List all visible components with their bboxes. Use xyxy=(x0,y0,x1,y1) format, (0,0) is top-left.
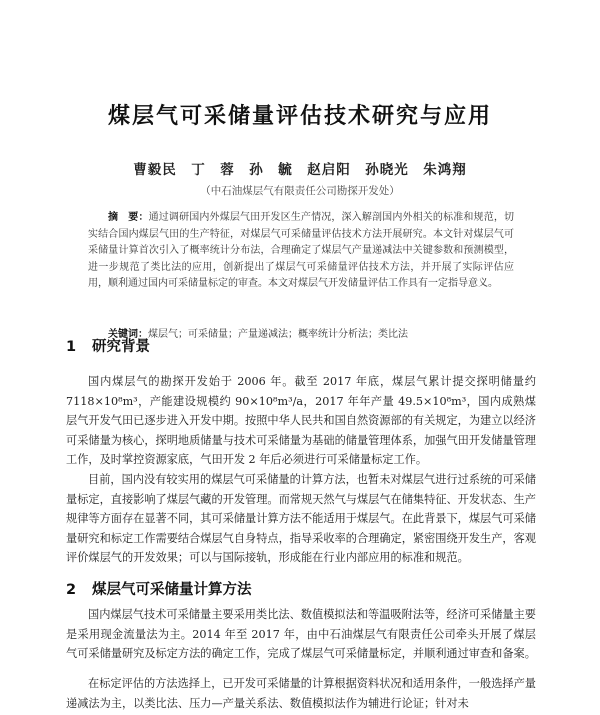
section-number: 2 xyxy=(66,582,77,598)
keywords-label: 关键词： xyxy=(108,329,148,340)
paper-title: 煤层气可采储量评估技术研究与应用 xyxy=(107,104,492,129)
section-paragraph: 国内煤层气技术可采储量主要采用类比法、数值模拟法和等温吸附法等，经济可采储量主要是采用现金流量法为主。2014 年至 2017 年，由中石油煤层气有限责任公司牵头开展了煤层气可采储量研究及标定方法的确定工作，完成了煤层气可采储量标定，并顺利通过审查和备案。 xyxy=(66,608,536,660)
section-paragraph: 在标定评估的方法选择上，已开发可采储量的计算根据资料状况和适用条件，一般选择产量递减法为主，以类比法、压力—产量关系法、数值模拟法作为辅进行论证；针对未 xyxy=(66,677,536,710)
paper-authors: 曹毅民 丁 蓉 孙 毓 赵启阳 孙晓光 朱鸿翔 xyxy=(133,162,467,178)
abstract-label: 摘 要： xyxy=(108,212,149,223)
section-heading xyxy=(66,335,150,356)
abstract-block xyxy=(88,210,514,293)
keywords-text: 煤层气；可采储量；产量递减法；概率统计分析法；类比法 xyxy=(148,329,408,340)
section-heading xyxy=(66,578,252,599)
section-title: 煤层气可采储量计算方法 xyxy=(92,582,252,598)
abstract-text: 通过调研国内外煤层气田开发区生产情况，深入解剖国内外相关的标准和规范，切实结合国内煤层气田的生产特征，对煤层气可采储量评估技术方法开展研究。本文针对煤层气可采储量计算首次引入了概率统计分布法，合理确定了煤层气产量递减法中关键参数和预测模型，进一步规范了类比法的应用，创新提出了煤层气可采储量评估技术方法，并开展了实际评估应用，顺利通过国内可采储量标定的审查。本文对煤层气开发储量评估工作具有一定指导意义。 xyxy=(88,212,515,290)
keywords-block xyxy=(108,327,514,343)
section-paragraph: 目前，国内没有较实用的煤层气可采储量的计算方法，也暂未对煤层气进行过系统的可采储量标定，直接影响了煤层气藏的开发管理。而常规天然气与煤层气在储集特征、开发状态、生产规律等方面存在显著不同，其可采储量计算方法不能适用于煤层气。在此背景下，煤层气可采储量研究和标定工作需要结合煤层气自身特点，指导采收率的合理确定，紧密围绕开发生产，客观评价煤层气的开发效果；可以与国际接轨，形成能在行业内部应用的标准和规范。 xyxy=(66,473,536,564)
section-number: 1 xyxy=(66,339,77,355)
section-paragraph: 国内煤层气的勘探开发始于 2006 年。截至 2017 年底，煤层气累计提交探明储量约 7118×10⁸m³，产能建设规模约 90×10⁸m³/a，2017 年年产量 49.5×10⁸m³，国内成熟煤层气开发气田已逐步进入开发中期。按照中华人民共和国自然资源部的有关规定，为建立以经济可采储量为核心，探明地质储量与技术可采储量为基础的储量管理体系，加强气田开发储量管理工作，及时掌控资源家底，气田开发 2 年后必须进行可采储量标定工作。 xyxy=(66,375,536,466)
paper-affiliation: （中石油煤层气有限责任公司勘探开发处） xyxy=(200,185,400,197)
section-title: 研究背景 xyxy=(92,339,150,355)
